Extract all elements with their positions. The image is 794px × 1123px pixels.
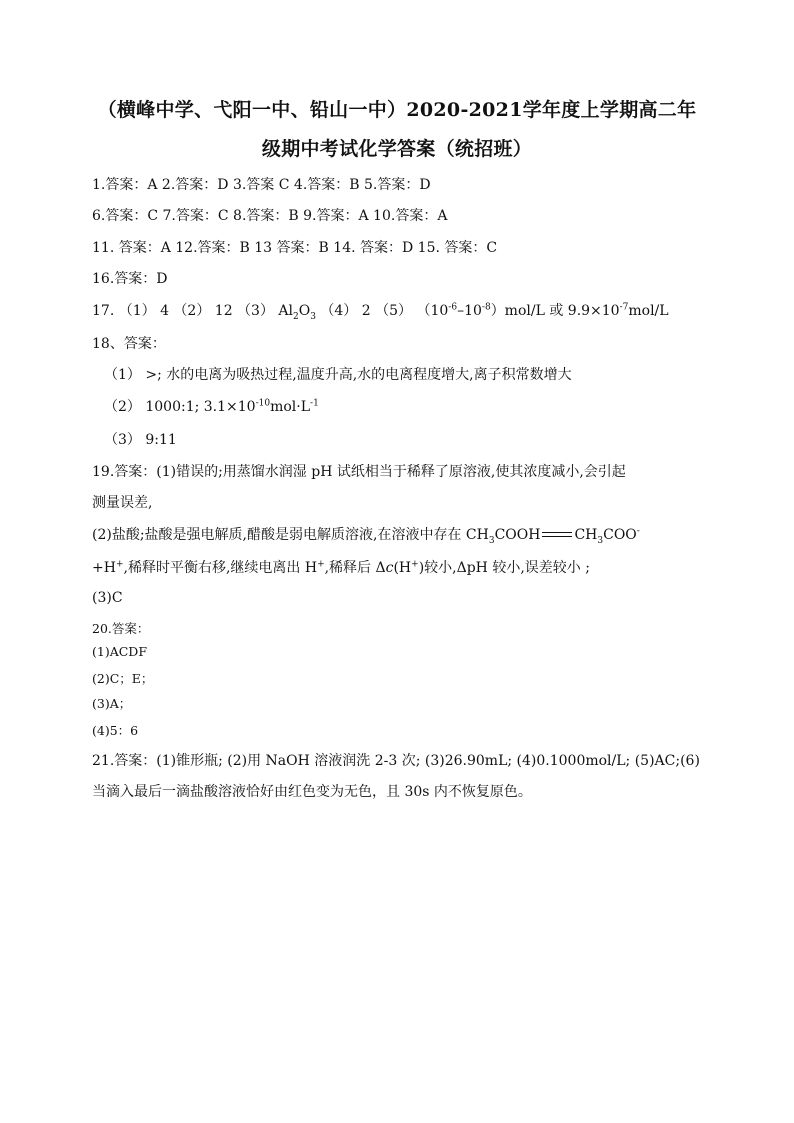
q20-part-2: (2)C；E； xyxy=(92,671,154,686)
q18-part-3: （3） 9:11 xyxy=(104,432,177,448)
answers-line-1: 1.答案：A 2.答案：D 3.答案 C 4.答案：B 5.答案：D xyxy=(92,177,431,193)
q19-line-5: (3)C xyxy=(92,590,123,606)
q19-line-4: +H+,稀释时平衡右移,继续电离出 H+,稀释后 Δc(H+)较小,ΔpH 较小,误差较小 ; xyxy=(92,559,590,576)
q20-part-3: (3)A； xyxy=(92,696,132,711)
q21-line-2: 当滴入最后一滴盐酸溶液恰好由红色变为无色，且 30s 内不恢复原色。 xyxy=(92,784,532,800)
q18-part-1: （1） >; 水的电离为吸热过程,温度升高,水的电离程度增大,离子积常数增大 xyxy=(104,367,572,383)
q19-line-1: 19.答案：(1)错误的;用蒸馏水润湿 pH 试纸相当于稀释了原溶液,使其浓度减小,会引起 xyxy=(92,464,626,480)
title-line-2: 级期中考试化学答案（统招班） xyxy=(261,138,533,160)
equilibrium-arrow-icon xyxy=(540,530,574,540)
q21-line-1: 21.答案：(1)锥形瓶; (2)用 NaOH 溶液润洗 2-3 次; (3)26.90mL; (4)0.1000mol/L; (5)AC;(6) xyxy=(92,753,700,769)
q19-line-2: 测量误差, xyxy=(92,495,153,511)
q18-heading: 18、答案： xyxy=(92,336,166,352)
q20-part-1: (1)ACDF xyxy=(92,644,147,659)
q19-line-3: (2)盐酸;盐酸是强电解质,醋酸是弱电解质溶液,在溶液中存在 $CH_3COOH$ $CH_3COO^-$ xyxy=(92,526,640,546)
q20-heading: 20.答案： xyxy=(92,621,150,636)
answers-line-4: 16.答案：D xyxy=(92,271,168,287)
answers-line-2: 6.答案：C 7.答案：C 8.答案：B 9.答案：A 10.答案：A xyxy=(92,208,448,224)
q20-part-4: (4)5：6 xyxy=(92,723,139,738)
title-line-1: （横峰中学、弋阳一中、铅山一中）2020-2021学年度上学期高二年 xyxy=(97,99,697,121)
q18-part-2: （2） 1000:1; $3.1\times 10^{-10}mol\cdot L^{-1}$ xyxy=(104,398,319,415)
answers-line-3: 11. 答案：A 12.答案：B 13 答案：B 14. 答案：D 15. 答案：C xyxy=(92,240,498,256)
q17-answer: 17. （1） 4 （2） 12 （3） $Al_2O_3$ （4） 2 （5） $(10^{-6}-10^{-8})mol/L$ 或 $9.9\times 10^{-7}mol/L$ xyxy=(92,302,669,322)
